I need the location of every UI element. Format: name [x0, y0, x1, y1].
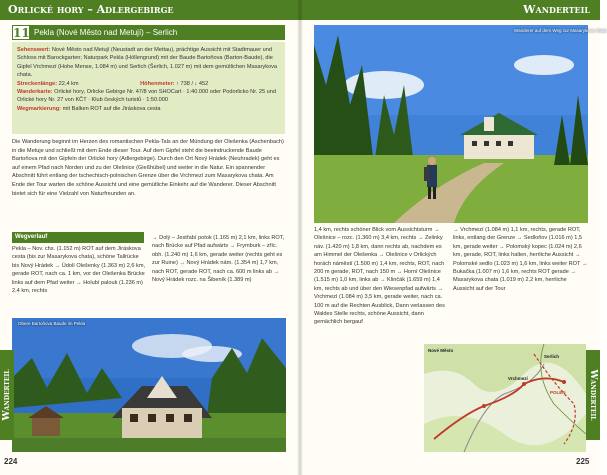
- right-route-col2: → Vrchmezí (1.084 m) 1,1 km, rechts, gerade ROT, links, entlang der Grenze → Sedloňov (1.016 m) 1,5 km, gerade weiter → Polomský kopec (1.024 m) 2,6 km, gerade, ROT, links halten, herrliche Aussicht → Polomské sedlo (1.023 m) 1,6 km, links weiter ROT → Bukačka (1.007 m) 1,6 km, rechts ROT gerade → Masarykova chata (1.019 m) 2,2 km, herrliche Aussicht auf der Tour: [453, 227, 588, 292]
- info-sights: Sehenswert: Nové Město nad Metují (Neustadt an der Mettau), prächtige Aussicht mit Stadtmauer und Schloss mit Barockgarten; Naturpark Pekla (Höllengrund) mit der Baude Bartoňova (Barton-Baude), die Gipfel Vrchmezí (Hohe Mense, 1.084 m) und Serlich (Šerlich, 1.027 m) mit dem gemütlichen Masarykova chata.: [17, 47, 278, 79]
- right-side-tab: Wanderteil: [586, 350, 600, 440]
- baude-photo-image: [12, 318, 286, 452]
- map-label-country: POLEN: [550, 390, 566, 395]
- route-title-bar: [12, 25, 285, 40]
- hiker-photo-caption: Wanderer auf dem Weg zur Masarykova chata: [514, 28, 607, 33]
- info-marking: Wegmarkierung: mit Balken ROT auf die Jiráskova cesta: [17, 105, 161, 112]
- route-title: Pekla (Nové Město nad Metují) – Serlich: [34, 28, 178, 37]
- right-route-col1: 1,4 km, rechts schöner Blick vom Aussichtsturm → Olešnice – rozc. (1.360 m) 3,4 km, rechts → Zelinky náv. (1.420 m) 1,8 km, dann rechts ab, nachdem es am Himmel der Olešenka → Olešnice v Orlických horách náměstí (1.500 m) 1,4 km, rechts, ROT, nach 200 m gerade, ROT, nach 150 m → Horní Olešnice (1.515 m) 1,0 km, links ab → Klinčák (1.659 m) 1,4 km, rechts ab und über den Wiesenpfad aufwärts → Vrchmezí (1.084 m) 3,5 km, gerade weiter, nach ca. 100 m auf die Rechten Ausblick, Dann verlassen des Waldes Stelle rechts, schöne Aussicht, dann gemächlich bergauf: [314, 227, 445, 326]
- route-number: 11: [13, 26, 30, 40]
- route-map-image: [424, 344, 586, 452]
- left-side-tab: Wanderteil: [0, 350, 14, 440]
- left-page: [0, 0, 300, 475]
- route-course-header: Wegverlauf: [12, 232, 144, 243]
- baude-photo: [12, 318, 286, 452]
- intro-paragraph: Die Wanderung beginnt im Herzen des romantischen Pekla-Tals an der Mündung der Olešenka (Aschenbach) in die Metuje und schließt mit dem Ende dieser Tour. Auf dem Gipfel steht die beeindruckende Baude Bartoňova mit den Gipfeln der Orlické hory (Adlergebirge). Durch den Ort Nový Hrádek (Neuhradek) geht es auf einem Pfad nach Norden und zu der Olešnice (Gießhübel) und weiter in die Natur. Ein spannender Abschnitt führt entlang der tschechisch-polnischen Grenze über die Vrchmezí zum Masarykova chata. Am Ende der Tour warten die schöne Aussicht und eine gemütliche Einkehr auf die Wanderer. Dieser Abschnitt bietet sich für eine Vielzahl von Naturfreunden an.: [12, 139, 284, 197]
- left-page-number: 224: [4, 457, 18, 466]
- map-label-serlich: Serlich: [544, 354, 560, 359]
- map-label-town: Nové Město: [428, 348, 454, 353]
- info-length: Streckenlänge: 22,4 km Höhenmeter: ↑ 738 / ↓ 452: [17, 80, 209, 87]
- hiker-photo-image: [314, 25, 588, 223]
- book-gutter: [297, 0, 303, 475]
- route-map: [424, 344, 586, 452]
- route-course-col1: Pekla – Nov. chs. (1.152 m) ROT auf dem Jiráskova cesta (bis zur Masarykova chata), schöne Tallrücke bis Nový Hrádek → Údolí Olešenky (1.363 m) 2,6 km, gerade ROT, nach ca. 1 km, vor der Olešenka Brücke links auf dem Pfad weiter → Holubí palouk (1.236 m) 2,4 km, rechts: [12, 246, 146, 295]
- baude-photo-caption: Obere Bartoňova Baude im Pekla: [18, 321, 86, 326]
- right-page-header: Wanderteil: [300, 0, 600, 20]
- right-page: [300, 0, 607, 475]
- left-page-header: Orlické hory – Adlergebirge: [0, 0, 300, 20]
- map-label-peak: Vrchmezí: [508, 376, 528, 381]
- route-course-col2: → Dolý – Jestřabí potok (1.165 m) 2,1 km, links ROT, nach Brücke auf Pfad aufwärts → Frymburk – zříc. obh. (1.240 m) 1,6 km, gerade weiter (rechts geht es zur Ruine) → Nový Hrádek nám. (1.354 m) 1,7 km, nach ROT, gerade ROT, nach ca. 600 m links ab → Nový Hrádek rozc. na Šibeník (1.389 m): [152, 235, 285, 284]
- right-page-number: 225: [576, 457, 590, 466]
- hiker-photo: [314, 25, 607, 223]
- route-info-box: [12, 42, 285, 134]
- info-map: Wanderkarte: Orlické hory, Orlicke Gebirge Nr. 47/8 von SHOCart · 1:40.000 oder Podorlicko Nr. 25 und Orlické hory Nr. 27 von KČT · Klub českých turistů · 1:50.000: [17, 89, 276, 104]
